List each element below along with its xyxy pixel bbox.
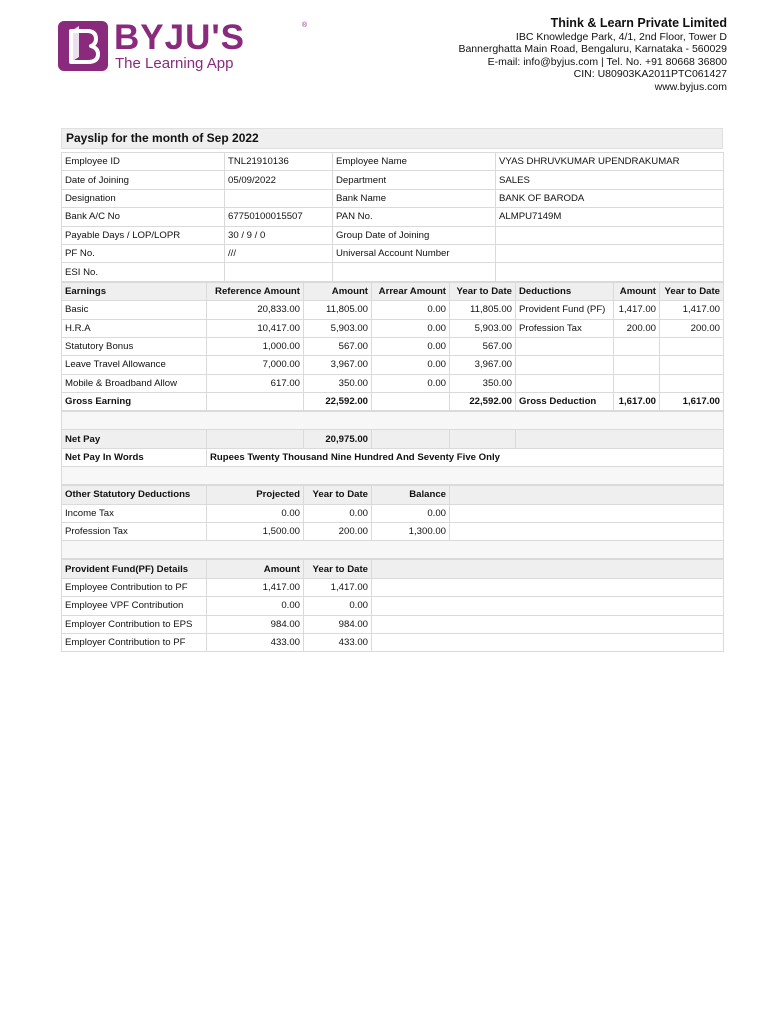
- employee-field-value: ///: [225, 244, 333, 262]
- column-header: Amount: [304, 282, 372, 300]
- employee-row: [62, 226, 724, 244]
- table-cell: 0.00: [372, 356, 450, 374]
- employee-field-value: SALES: [496, 171, 724, 189]
- table-cell: [614, 356, 660, 374]
- employee-field-value: 30 / 9 / 0: [225, 226, 333, 244]
- spacer-row: [62, 412, 724, 430]
- registered-mark: ®: [302, 22, 308, 29]
- employee-field-label: PF No.: [62, 244, 225, 262]
- table-cell: 617.00: [207, 374, 304, 392]
- column-header: Provident Fund(PF) Details: [62, 560, 207, 578]
- table-cell: H.R.A: [62, 319, 207, 337]
- employee-row: [62, 153, 724, 171]
- empty-cell: [450, 486, 724, 504]
- table-cell: 5,903.00: [304, 319, 372, 337]
- employee-row: [62, 244, 724, 262]
- employee-field-label: Universal Account Number: [333, 244, 496, 262]
- table-cell: Provident Fund (PF): [516, 301, 614, 319]
- table-cell: 984.00: [304, 615, 372, 633]
- table-cell: [660, 374, 724, 392]
- table-cell: Employer Contribution to PF: [62, 633, 207, 651]
- logo-tagline: The Learning App: [115, 55, 234, 72]
- employee-field-label: Bank A/C No: [62, 208, 225, 226]
- empty-cell: [450, 523, 724, 541]
- table-cell: Basic: [62, 301, 207, 319]
- table-cell: 7,000.00: [207, 356, 304, 374]
- column-header: Projected: [207, 486, 304, 504]
- total-cell: [372, 393, 450, 411]
- table-cell: 567.00: [450, 337, 516, 355]
- table-cell: 350.00: [304, 374, 372, 392]
- employee-field-label: Designation: [62, 189, 225, 207]
- table-cell: 0.00: [372, 504, 450, 522]
- table-cell: Income Tax: [62, 504, 207, 522]
- company-address-line-1: IBC Knowledge Park, 4/1, 2nd Floor, Tower D: [515, 31, 727, 43]
- table-cell: 1,417.00: [207, 578, 304, 596]
- net-pay-value: 20,975.00: [304, 430, 372, 448]
- table-cell: 0.00: [372, 337, 450, 355]
- table-cell: 433.00: [207, 633, 304, 651]
- table-cell: 3,967.00: [450, 356, 516, 374]
- employee-details-table: [61, 152, 724, 282]
- net-pay-words: Rupees Twenty Thousand Nine Hundred And Seventy Five Only: [207, 448, 724, 466]
- table-cell: 0.00: [372, 301, 450, 319]
- table-cell: 350.00: [450, 374, 516, 392]
- earnings-row: [62, 319, 724, 337]
- table-cell: [516, 337, 614, 355]
- table-cell: 0.00: [304, 504, 372, 522]
- employee-field-value: [496, 263, 724, 281]
- logo-name: BYJU'S: [114, 18, 246, 57]
- empty-cell: [372, 615, 724, 633]
- statutory-deductions-table: [61, 485, 724, 559]
- column-header: Amount: [614, 282, 660, 300]
- pf-row: [62, 633, 724, 651]
- table-cell: [614, 374, 660, 392]
- employee-field-value: [225, 189, 333, 207]
- table-cell: 1,417.00: [614, 301, 660, 319]
- employee-row: [62, 208, 724, 226]
- table-cell: 567.00: [304, 337, 372, 355]
- company-details: [458, 16, 727, 93]
- pf-row: [62, 615, 724, 633]
- pf-row: [62, 597, 724, 615]
- table-cell: [516, 356, 614, 374]
- table-cell: 11,805.00: [304, 301, 372, 319]
- table-cell: 0.00: [304, 597, 372, 615]
- employee-field-value: TNL21910136: [225, 153, 333, 171]
- statutory-row: [62, 504, 724, 522]
- earnings-deductions-table: [61, 282, 724, 412]
- company-name: Think & Learn Private Limited: [550, 16, 727, 30]
- employee-field-value: ALMPU7149M: [496, 208, 724, 226]
- column-header: Reference Amount: [207, 282, 304, 300]
- column-header: Year to Date: [304, 560, 372, 578]
- employee-field-value: [225, 263, 333, 281]
- table-cell: [516, 374, 614, 392]
- payslip: [61, 128, 723, 652]
- company-website: www.byjus.com: [654, 80, 727, 93]
- company-address-line-2: Bannerghatta Main Road, Bengaluru, Karnataka - 560029: [458, 43, 727, 56]
- column-header: Earnings: [62, 282, 207, 300]
- table-cell: 11,805.00: [450, 301, 516, 319]
- earnings-row: [62, 301, 724, 319]
- table-cell: 200.00: [660, 319, 724, 337]
- column-header: Balance: [372, 486, 450, 504]
- gross-total-row: [62, 393, 724, 411]
- table-cell: 1,000.00: [207, 337, 304, 355]
- table-cell: 1,417.00: [660, 301, 724, 319]
- earnings-row: [62, 374, 724, 392]
- table-cell: 1,500.00: [207, 523, 304, 541]
- empty-cell: [450, 504, 724, 522]
- table-cell: Profession Tax: [62, 523, 207, 541]
- pf-row: [62, 578, 724, 596]
- table-cell: Employee VPF Contribution: [62, 597, 207, 615]
- employee-field-value: VYAS DHRUVKUMAR UPENDRAKUMAR: [496, 153, 724, 171]
- table-cell: 433.00: [304, 633, 372, 651]
- employee-field-label: Employee ID: [62, 153, 225, 171]
- statutory-header-row: [62, 486, 724, 504]
- pf-header-row: [62, 560, 724, 578]
- table-cell: [614, 337, 660, 355]
- total-cell: [207, 393, 304, 411]
- employee-field-value: BANK OF BARODA: [496, 189, 724, 207]
- earnings-row: [62, 337, 724, 355]
- table-cell: 20,833.00: [207, 301, 304, 319]
- spacer-row: [62, 541, 724, 559]
- earnings-row: [62, 356, 724, 374]
- total-cell: 22,592.00: [304, 393, 372, 411]
- table-cell: 0.00: [207, 504, 304, 522]
- table-cell: 1,300.00: [372, 523, 450, 541]
- table-cell: 10,417.00: [207, 319, 304, 337]
- company-cin: CIN: U80903KA2011PTC061427: [573, 68, 727, 81]
- column-header: Year to Date: [450, 282, 516, 300]
- table-cell: Mobile & Broadband Allow: [62, 374, 207, 392]
- employee-field-label: Department: [333, 171, 496, 189]
- employee-field-value: 67750100015507: [225, 208, 333, 226]
- column-header: Other Statutory Deductions: [62, 486, 207, 504]
- table-cell: 984.00: [207, 615, 304, 633]
- employee-row: [62, 263, 724, 281]
- company-logo: [58, 18, 308, 73]
- table-cell: [660, 337, 724, 355]
- employee-field-label: Date of Joining: [62, 171, 225, 189]
- column-header: Arrear Amount: [372, 282, 450, 300]
- employee-row: [62, 189, 724, 207]
- byjus-logo-icon: [58, 21, 108, 71]
- company-contact: E-mail: info@byjus.com | Tel. No. +91 80668 36800: [487, 55, 727, 68]
- employee-row: [62, 171, 724, 189]
- total-cell: 22,592.00: [450, 393, 516, 411]
- employee-field-label: Payable Days / LOP/LOPR: [62, 226, 225, 244]
- table-cell: Statutory Bonus: [62, 337, 207, 355]
- table-cell: 1,417.00: [304, 578, 372, 596]
- table-cell: 200.00: [304, 523, 372, 541]
- empty-cell: [372, 560, 724, 578]
- payslip-title: Payslip for the month of Sep 2022: [61, 128, 723, 149]
- employee-field-label: Employee Name: [333, 153, 496, 171]
- spacer-row: [62, 467, 724, 485]
- empty-cell: [372, 633, 724, 651]
- net-pay-words-label: Net Pay In Words: [62, 448, 207, 466]
- net-pay-label: Net Pay: [62, 430, 207, 448]
- earnings-header-row: [62, 282, 724, 300]
- column-header: Year to Date: [304, 486, 372, 504]
- column-header: Amount: [207, 560, 304, 578]
- column-header: Deductions: [516, 282, 614, 300]
- table-cell: 0.00: [372, 374, 450, 392]
- statutory-row: [62, 523, 724, 541]
- employee-field-label: PAN No.: [333, 208, 496, 226]
- employee-field-label: Group Date of Joining: [333, 226, 496, 244]
- table-cell: Employer Contribution to EPS: [62, 615, 207, 633]
- empty-cell: [372, 578, 724, 596]
- table-cell: 0.00: [372, 319, 450, 337]
- column-header: Year to Date: [660, 282, 724, 300]
- table-cell: Profession Tax: [516, 319, 614, 337]
- table-cell: 3,967.00: [304, 356, 372, 374]
- table-cell: 200.00: [614, 319, 660, 337]
- total-cell: 1,617.00: [660, 393, 724, 411]
- table-cell: Employee Contribution to PF: [62, 578, 207, 596]
- table-cell: Leave Travel Allowance: [62, 356, 207, 374]
- empty-cell: [372, 597, 724, 615]
- pf-details-table: [61, 559, 724, 652]
- total-cell: Gross Earning: [62, 393, 207, 411]
- employee-field-label: Bank Name: [333, 189, 496, 207]
- table-cell: 0.00: [207, 597, 304, 615]
- employee-field-label: [333, 263, 496, 281]
- employee-field-value: 05/09/2022: [225, 171, 333, 189]
- total-cell: Gross Deduction: [516, 393, 614, 411]
- employee-field-value: [496, 244, 724, 262]
- table-cell: [660, 356, 724, 374]
- table-cell: 5,903.00: [450, 319, 516, 337]
- employee-field-value: [496, 226, 724, 244]
- total-cell: 1,617.00: [614, 393, 660, 411]
- net-pay-table: [61, 411, 724, 485]
- employee-field-label: ESI No.: [62, 263, 225, 281]
